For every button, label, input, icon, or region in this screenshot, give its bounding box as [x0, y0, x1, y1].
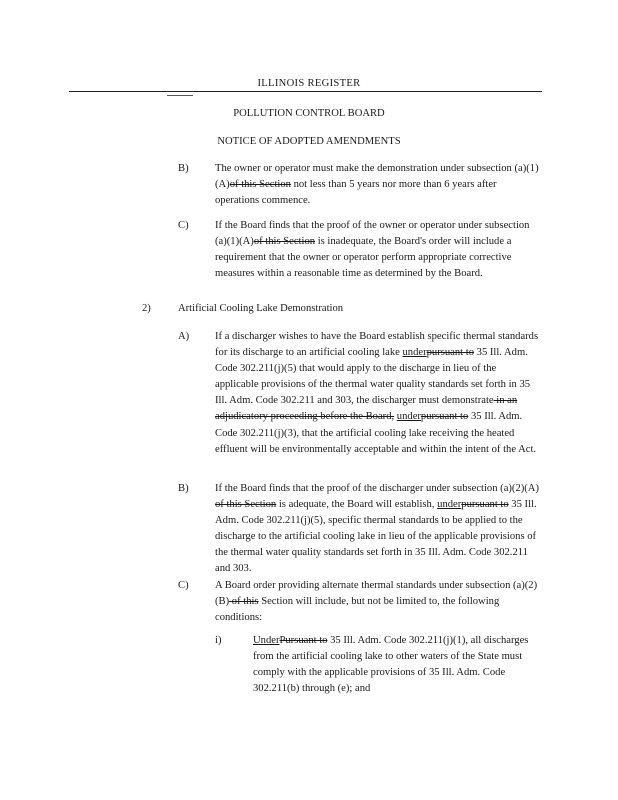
header-subrule	[167, 95, 193, 96]
item-b1-text: The owner or operator must make the demonstration under subsection (a)(1)(A)of this Section not less than 5 years nor more than 6 years after operations commence.	[215, 163, 539, 207]
section-2-label: 2)	[142, 303, 151, 314]
item-a2-text: If a discharger wishes to have the Board establish specific thermal standards for its discharge to an artificial cooling lake underpursuant to 35 Ill. Adm. Code 302.211(j)(5) that would apply to the discharge in lieu of the applicable provisions of the thermal water quality standards set forth in 35 Ill. Adm. Code 302.211 and 303, the discharger must demonstrate in an adjudicatory proceeding before the Board, underpursuant to 35 Ill. Adm. Code 302.211(j)(3), that the artificial cooling lake receiving the heated effluent will be environmentally acceptable and within the intent of the Act.	[215, 331, 539, 455]
item-b1-label: B)	[178, 163, 189, 174]
item-c1-text: If the Board finds that the proof of the owner or operator under subsection (a)(1)(A)of this Section is inadequate, the Board's order will include a requirement that the owner or operator perform appropriate corrective measures within a reasonable time as determined by the Board.	[215, 220, 530, 280]
item-b2-text: If the Board finds that the proof of the discharger under subsection (a)(2)(A) of this Section is adequate, the Board will establish, underpursuant to 35 Ill. Adm. Code 302.211(j)(5), specific thermal standards to be applied to the discharge to the artificial cooling lake in lieu of the applicable provisions of the thermal water quality standards set forth in 35 Ill. Adm. Code 302.211 and 303.	[215, 483, 539, 575]
item-c2-label: C)	[178, 580, 189, 591]
agency-title: POLLUTION CONTROL BOARD	[233, 108, 385, 119]
notice-title: NOTICE OF ADOPTED AMENDMENTS	[217, 136, 401, 147]
item-b2-label: B)	[178, 483, 189, 494]
item-a2-label: A)	[178, 331, 190, 342]
section-2-title: Artificial Cooling Lake Demonstration	[178, 303, 344, 314]
item-c2-text: A Board order providing alternate thermal standards under subsection (a)(2)(B) of this Section will include, but not be limited to, the following conditions:	[215, 580, 538, 624]
item-c1-label: C)	[178, 220, 189, 231]
header-rule	[69, 91, 542, 92]
item-i-text: UnderPursuant to 35 Ill. Adm. Code 302.211(j)(1), all discharges from the artificial cooling lake to other waters of the State must comply with the applicable provisions of 35 Ill. Adm. Code 302.211(b) through (e); and	[253, 635, 529, 695]
item-i-label: i)	[215, 635, 222, 646]
register-title: ILLINOIS REGISTER	[257, 78, 361, 89]
